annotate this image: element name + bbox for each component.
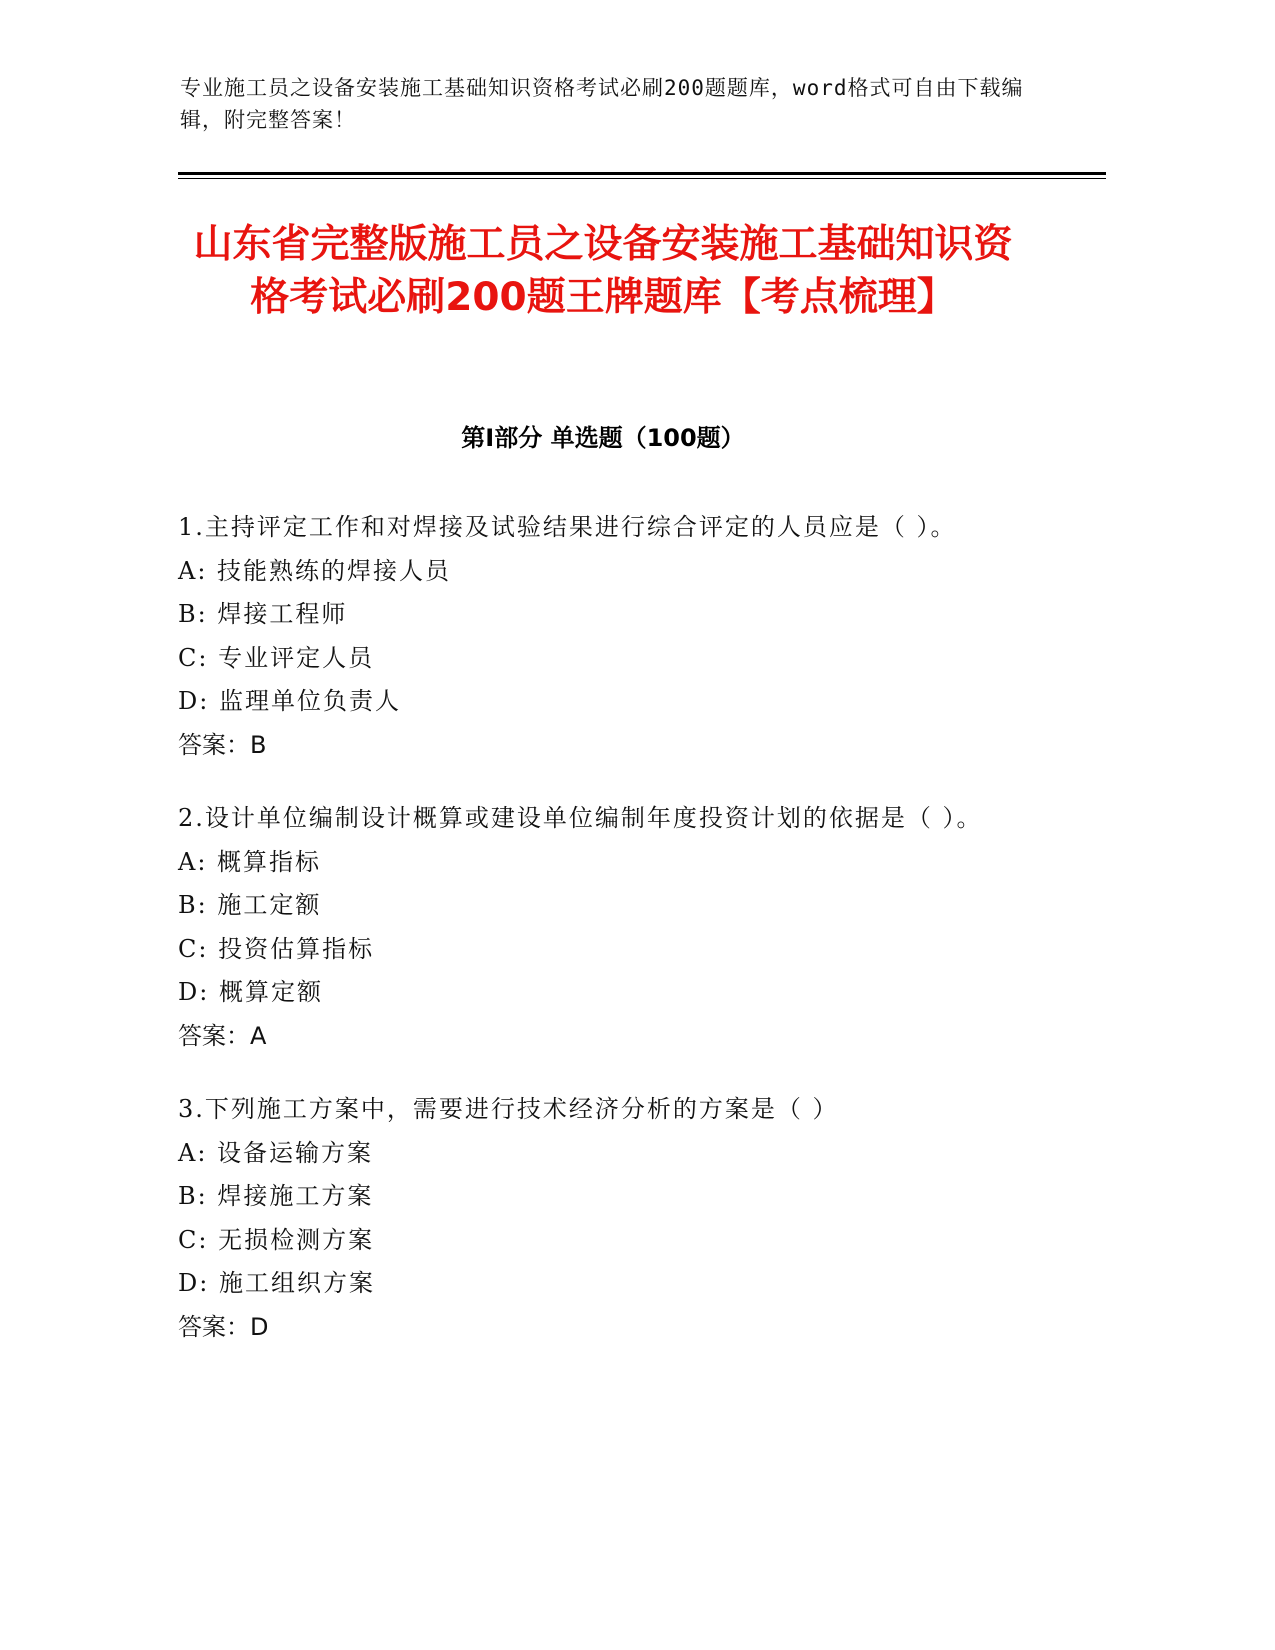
option-d: D: 监理单位负责人 xyxy=(178,687,401,715)
answer: 答案：A xyxy=(178,1021,267,1050)
question-1 xyxy=(178,506,1038,767)
header-divider-thin xyxy=(178,178,1106,179)
option-d: D: 概算定额 xyxy=(178,978,323,1006)
header-note: 专业施工员之设备安装施工基础知识资格考试必刷200题题库，word格式可自由下载编辑，附完整答案！ xyxy=(180,76,1024,132)
question-2 xyxy=(178,797,1038,1058)
question-stem: 1.主持评定工作和对焊接及试验结果进行综合评定的人员应是（ ）。 xyxy=(178,513,957,541)
question-list xyxy=(178,506,1038,1379)
option-a: A: 概算指标 xyxy=(178,847,322,876)
question-stem: 3.下列施工方案中，需要进行技术经济分析的方案是（ ） xyxy=(178,1095,839,1123)
answer: 答案：B xyxy=(178,730,267,759)
option-b: B: 施工定额 xyxy=(178,891,322,919)
option-a: A: 设备运输方案 xyxy=(178,1138,374,1167)
option-b: B: 焊接工程师 xyxy=(178,600,348,628)
option-c: C: 无损检测方案 xyxy=(178,1225,375,1254)
header-divider-thick xyxy=(178,172,1106,175)
question-stem: 2.设计单位编制设计概算或建设单位编制年度投资计划的依据是（ ）。 xyxy=(178,804,983,832)
document-title: 山东省完整版施工员之设备安装施工基础知识资格考试必刷200题王牌题库【考点梳理】 xyxy=(193,222,1013,320)
option-a: A: 技能熟练的焊接人员 xyxy=(178,556,452,585)
section-title: 第I部分 单选题（100题） xyxy=(461,424,745,452)
answer: 答案：D xyxy=(178,1312,269,1341)
option-c: C: 专业评定人员 xyxy=(178,643,375,672)
question-3 xyxy=(178,1088,1038,1349)
option-c: C: 投资估算指标 xyxy=(178,934,375,963)
option-b: B: 焊接施工方案 xyxy=(178,1182,374,1210)
option-d: D: 施工组织方案 xyxy=(178,1269,375,1297)
